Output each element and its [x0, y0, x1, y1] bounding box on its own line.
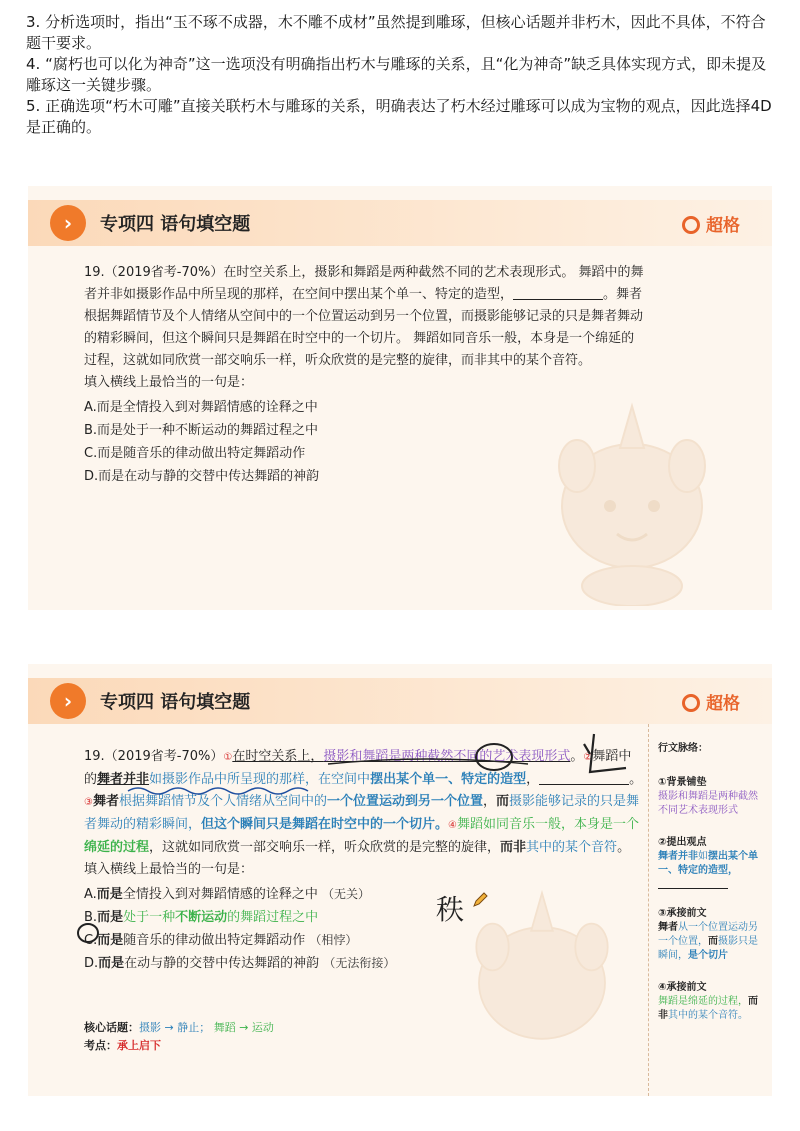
outline-section-2: ②提出观点 舞者并非如摆出某个单一、特定的造型，: [658, 836, 766, 889]
core-topic-line: 核心话题：摄影 → 静止； 舞蹈 → 运动: [84, 1021, 274, 1034]
handwritten-note: 秩: [436, 893, 465, 926]
arrow-icon: ›: [50, 683, 86, 719]
question-prompt: 填入横线上最恰当的一句是：: [84, 375, 254, 390]
intro-point-4: 4. “腐朽也可以化为神奇”这一选项没有明确指出朽木与雕琢的关系，且“化为神奇”缺乏具体实现方式，即未提及雕琢这一关键步骤。: [26, 55, 767, 94]
option-c[interactable]: C.而是随音乐的律动做出特定舞蹈动作: [84, 446, 306, 461]
answer-blank: [539, 770, 629, 785]
arrow-icon: ›: [50, 205, 86, 241]
option-list: [84, 396, 644, 488]
question-body: [84, 262, 644, 488]
intro-point-3: 3. 分析选项时，指出“玉不琢不成器，木不雕不成材”虽然提到雕琢，但核心话题并非朽木，因此不具体，不符合题干要求。: [26, 13, 766, 52]
intro-text: [26, 12, 776, 138]
annotated-option-b[interactable]: B.而是处于一种不断运动的舞蹈过程之中: [84, 910, 319, 925]
question-slide: [28, 186, 772, 610]
annotated-option-a[interactable]: A.而是全情投入到对舞蹈情感的诠释之中 （无关）: [84, 887, 370, 902]
section-title: 专项四 语句填空题: [100, 214, 251, 235]
outline-heading: 行文脉络：: [658, 743, 708, 754]
logo-icon: [682, 216, 700, 234]
annotated-stem: 19.（2019省考-70%）①在时空关系上，摄影和舞蹈是两种截然不同的艺术表现形式。②舞蹈中的舞者并非如摄影作品中所呈现的那样，在空间中摆出某个单一、特定的造型， 。③舞者根据舞蹈情节及个人情绪从空间中的一个位置运动到另一个位置，而摄影能够记录的只是舞者舞动的精彩瞬间，但这个瞬间只是舞蹈在时空中的一个切片。④舞蹈如同音乐一般，本身是一个绵延的过程，这就如同欣赏一部交响乐一样，听众欣赏的是完整的旋律，而非其中的某个音符。: [84, 749, 643, 855]
option-b[interactable]: B.而是处于一种不断运动的舞蹈过程之中: [84, 423, 319, 438]
annotated-prompt: 填入横线上最恰当的一句是：: [84, 862, 254, 877]
section-header-bar: [28, 678, 772, 724]
section-title: 专项四 语句填空题: [100, 692, 251, 713]
annotated-option-d[interactable]: D.而是在动与静的交替中传达舞蹈的神韵 （无法衔接）: [84, 956, 396, 971]
question-stem: 19.（2019省考-70%）在时空关系上，摄影和舞蹈是两种截然不同的艺术表现形式。 舞蹈中的舞者并非如摄影作品中所呈现的那样，在空间中摆出某个单一、特定的造型， 。舞者根据舞蹈情节及个人情绪从空间中的一个位置运动到另一个位置，而摄影能够记录的只是舞者舞动的精彩瞬间，但这个瞬间只是舞蹈在时空中的一个切片。 舞蹈如同音乐一般，本身是一个绵延的过程，这就如同欣赏一部交响乐一样，听众欣赏的是完整的旋律，而非其中的某个音符。: [84, 265, 644, 368]
annotated-question-body: [84, 746, 644, 975]
outline-section-4: ④承接前文 舞蹈是绵延的过程，而非其中的某个音符。: [658, 982, 758, 1021]
brand-logo: 超格: [682, 211, 740, 236]
intro-point-5: 5. 正确选项“朽木可雕”直接关联朽木与雕琢的关系，明确表达了朽木经过雕琢可以成为宝物的观点，因此选择4D是正确的。: [26, 97, 772, 136]
outline-sidebar: [658, 742, 766, 1041]
logo-icon: [682, 694, 700, 712]
option-d[interactable]: D.而是在动与静的交替中传达舞蹈的神韵: [84, 469, 320, 484]
core-topic: [84, 1019, 274, 1055]
brand-logo: 超格: [682, 689, 740, 714]
answer-blank: [513, 285, 603, 300]
outline-section-3: ③承接前文 舞者从一个位置运动另一个位置，而摄影只是瞬间，是个切片: [658, 908, 758, 961]
annotated-slide: [28, 664, 772, 1096]
option-a[interactable]: A.而是全情投入到对舞蹈情感的诠释之中: [84, 400, 318, 415]
annotated-option-c[interactable]: C.而是随音乐的律动做出特定舞蹈动作 （相悖）: [84, 933, 358, 948]
section-header-bar: [28, 200, 772, 246]
sidebar-blank: [658, 878, 728, 889]
annotated-option-list: [84, 883, 644, 975]
outline-section-1: ①背景铺垫 摄影和舞蹈是两种截然不同艺术表现形式: [658, 777, 758, 816]
exam-point-line: 考点：承上启下: [84, 1039, 161, 1052]
